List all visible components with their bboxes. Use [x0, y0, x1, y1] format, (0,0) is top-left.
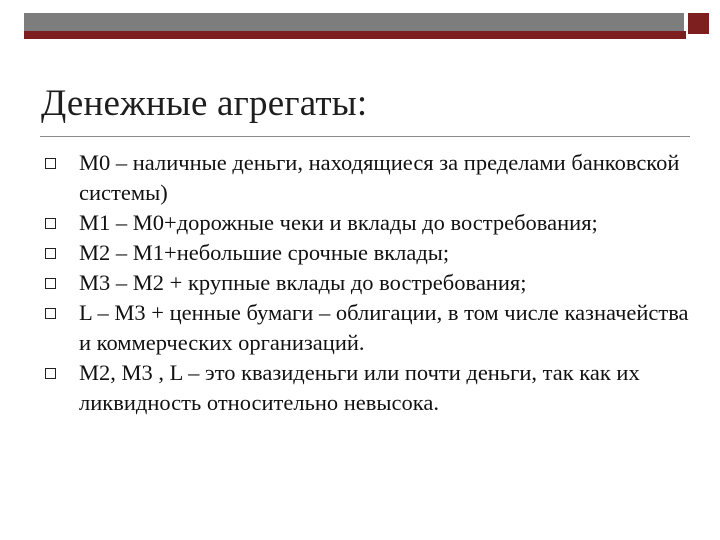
hollow-square-bullet-icon [45, 248, 56, 259]
hollow-square-bullet-icon [45, 158, 56, 169]
bullet-item-m2 [42, 238, 702, 268]
title-divider [40, 136, 690, 137]
hollow-square-bullet-icon [45, 218, 56, 229]
bullet-text: М1 – М0+дорожные чеки и вклады до востребования; [79, 210, 598, 235]
bullet-item-m0 [42, 148, 702, 208]
hollow-square-bullet-icon [45, 368, 56, 379]
corner-square-decoration [688, 13, 709, 34]
slide-title: Денежные агрегаты: [41, 83, 368, 124]
bullet-item-m3 [42, 268, 702, 298]
bullet-text: М3 – М2 + крупные вклады до востребования; [79, 270, 527, 295]
bullet-text: М2, М3 , L – это квазиденьги или почти деньги, так как их ликвидность относительно невысока. [79, 360, 640, 415]
bullet-text: М0 – наличные деньги, находящиеся за пределами банковской системы) [79, 150, 680, 205]
hollow-square-bullet-icon [45, 278, 56, 289]
top-decorative-bar-red [24, 31, 686, 39]
bullet-item-l [42, 298, 702, 358]
bullet-text: М2 – М1+небольшие срочные вклады; [79, 240, 450, 265]
bullet-item-m1 [42, 208, 702, 238]
hollow-square-bullet-icon [45, 308, 56, 319]
bullet-item-quasi-money [42, 358, 702, 418]
bullet-list [42, 148, 702, 418]
bullet-text: L – М3 + ценные бумаги – облигации, в том числе казначейства и коммерческих организаций. [79, 300, 689, 355]
top-decorative-bar-grey [24, 13, 684, 31]
